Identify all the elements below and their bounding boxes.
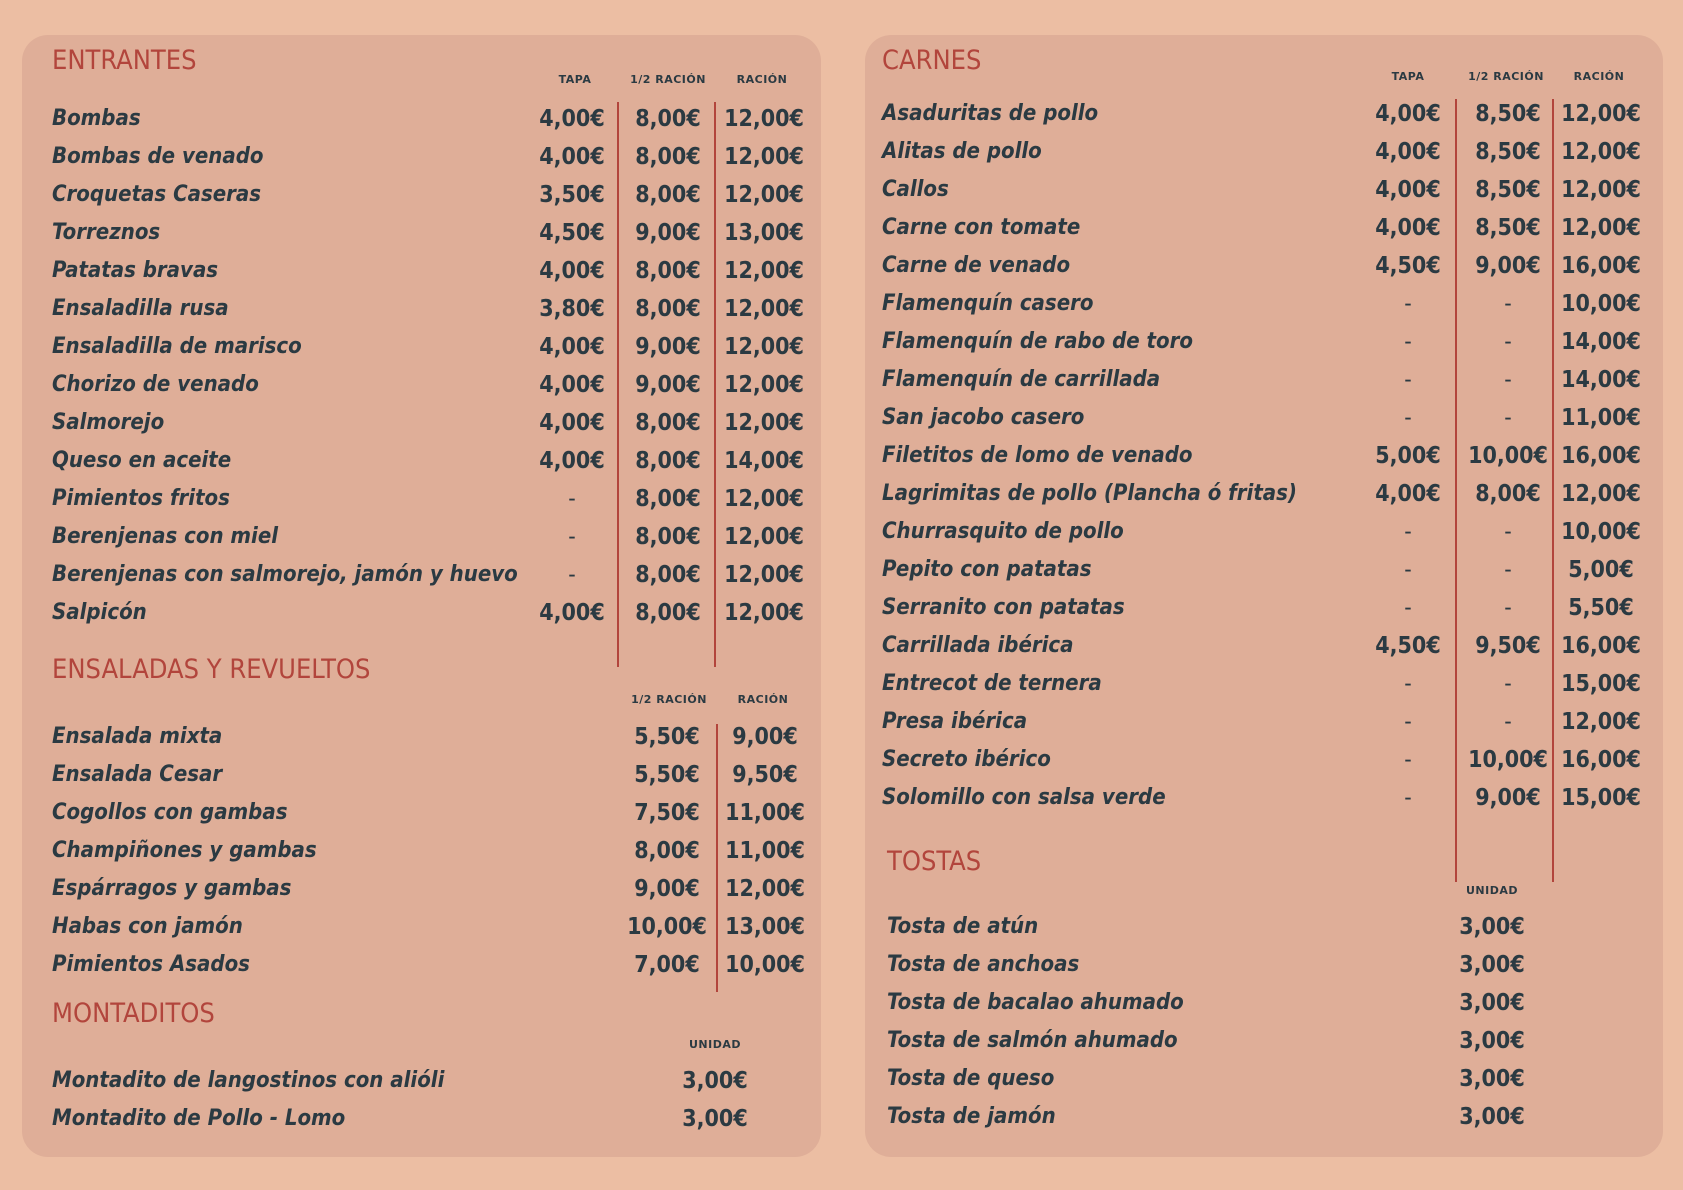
column-header-racion: RACIÓN [736,73,788,86]
item-name: Serranito con patatas [882,595,1125,620]
item-name: Tosta de anchoas [887,952,1080,977]
price-media-racion: 9,00€ [1475,785,1541,811]
price-racion: 12,00€ [724,144,804,170]
price-tapa: 3,80€ [539,296,605,322]
price-tapa: - [1404,557,1412,583]
entrantes-list [22,100,821,632]
price-media-racion: 8,00€ [634,838,700,864]
section-title: ENSALADAS Y REVUELTOS [52,654,371,685]
price-tapa: - [1404,595,1412,621]
menu-item [22,946,821,984]
section-title: TOSTAS [887,846,982,877]
menu-item [865,361,1663,399]
menu-item [865,946,1663,984]
price-tapa: - [1404,519,1412,545]
price-racion: 12,00€ [724,372,804,398]
price-racion: 13,00€ [724,220,804,246]
price-racion: 9,00€ [732,724,798,750]
price-unidad: 3,00€ [682,1106,748,1132]
menu-item [22,290,821,328]
price-racion: 12,00€ [724,562,804,588]
price-racion: 12,00€ [724,258,804,284]
menu-item [22,480,821,518]
price-racion: 15,00€ [1561,785,1641,811]
column-header-media-racion: 1/2 RACIÓN [1468,70,1544,83]
menu-item [22,138,821,176]
item-name: Ensaladilla rusa [52,296,229,321]
item-name: Habas con jamón [52,914,243,939]
menu-item [22,328,821,366]
price-tapa: 5,00€ [1375,443,1441,469]
price-media-racion: 7,50€ [634,800,700,826]
price-racion: 13,00€ [725,914,805,940]
menu-item [22,908,821,946]
price-tapa: 4,00€ [539,448,605,474]
price-media-racion: - [1504,709,1512,735]
price-tapa: - [1404,291,1412,317]
item-name: Carne con tomate [882,215,1081,240]
menu-item [865,323,1663,361]
price-racion: 12,00€ [1561,215,1641,241]
price-racion: 16,00€ [1561,633,1641,659]
price-media-racion: 8,00€ [635,486,701,512]
price-tapa: 4,00€ [1375,139,1441,165]
price-media-racion: 10,00€ [1468,443,1548,469]
item-name: Lagrimitas de pollo (Plancha ó fritas) [882,481,1297,506]
menu-item [865,1022,1663,1060]
price-racion: 12,00€ [725,876,805,902]
price-media-racion: 10,00€ [1468,747,1548,773]
menu-item [22,518,821,556]
price-racion: 5,50€ [1568,595,1634,621]
price-tapa: 4,00€ [539,258,605,284]
price-media-racion: - [1504,595,1512,621]
price-tapa: - [1404,329,1412,355]
price-racion: 12,00€ [724,296,804,322]
price-racion: 16,00€ [1561,443,1641,469]
price-media-racion: 8,00€ [635,182,701,208]
price-tapa: 4,00€ [539,144,605,170]
item-name: Pimientos fritos [52,486,230,511]
right-menu-panel [865,35,1663,1157]
menu-item [865,703,1663,741]
menu-item [865,475,1663,513]
price-unidad: 3,00€ [1459,1104,1525,1130]
menu-item [865,589,1663,627]
price-racion: 15,00€ [1561,671,1641,697]
menu-item [22,100,821,138]
price-media-racion: 8,50€ [1475,101,1541,127]
item-name: Carrillada ibérica [882,633,1074,658]
price-media-racion: 8,50€ [1475,139,1541,165]
menu-item [865,627,1663,665]
menu-item [865,247,1663,285]
menu-item [865,209,1663,247]
price-tapa: - [568,486,576,512]
price-racion: 10,00€ [1561,291,1641,317]
item-name: Flamenquín de rabo de toro [882,329,1193,354]
price-media-racion: 8,00€ [635,144,701,170]
price-racion: 16,00€ [1561,747,1641,773]
price-tapa: - [1404,709,1412,735]
price-tapa: 4,00€ [539,410,605,436]
item-name: Torreznos [52,220,161,245]
item-name: Tosta de queso [887,1066,1055,1091]
item-name: Bombas [52,106,141,131]
price-racion: 12,00€ [724,106,804,132]
price-tapa: 4,00€ [1375,177,1441,203]
price-media-racion: - [1504,405,1512,431]
price-media-racion: - [1504,557,1512,583]
item-name: Filetitos de lomo de venado [882,443,1193,468]
menu-item [22,870,821,908]
menu-item [22,1100,821,1138]
price-racion: 12,00€ [1561,139,1641,165]
item-name: Montadito de Pollo - Lomo [52,1106,346,1131]
price-racion: 11,00€ [1561,405,1641,431]
price-racion: 10,00€ [725,952,805,978]
menu-item [22,214,821,252]
price-racion: 14,00€ [1561,329,1641,355]
section-title: ENTRANTES [52,45,197,76]
item-name: Ensalada Cesar [52,762,223,787]
menu-item [22,1062,821,1100]
price-racion: 14,00€ [1561,367,1641,393]
price-tapa: 4,00€ [1375,481,1441,507]
menu-item [22,404,821,442]
item-name: Asaduritas de pollo [882,101,1099,126]
price-media-racion: 8,50€ [1475,215,1541,241]
menu-item [865,665,1663,703]
item-name: Cogollos con gambas [52,800,288,825]
price-media-racion: 5,50€ [634,724,700,750]
menu-item [22,366,821,404]
price-racion: 11,00€ [725,800,805,826]
price-racion: 10,00€ [1561,519,1641,545]
item-name: Ensalada mixta [52,724,223,749]
item-name: Champiñones y gambas [52,838,317,863]
item-name: Queso en aceite [52,448,232,473]
montaditos-list [22,1062,821,1138]
item-name: Croquetas Caseras [52,182,262,207]
price-racion: 9,50€ [732,762,798,788]
price-racion: 12,00€ [724,524,804,550]
price-media-racion: 9,00€ [634,876,700,902]
item-name: Presa ibérica [882,709,1028,734]
price-tapa: 3,50€ [539,182,605,208]
menu-item [22,832,821,870]
menu-item [865,741,1663,779]
item-name: Bombas de venado [52,144,264,169]
menu-item [865,95,1663,133]
item-name: Tosta de jamón [887,1104,1056,1129]
price-tapa: 4,00€ [539,334,605,360]
price-media-racion: - [1504,519,1512,545]
menu-item [865,133,1663,171]
column-header-tapa: TAPA [558,73,592,86]
item-name: Pimientos Asados [52,952,250,977]
menu-item [22,556,821,594]
menu-item [22,718,821,756]
price-racion: 5,00€ [1568,557,1634,583]
menu-item [865,551,1663,589]
column-header-media-racion: 1/2 RACIÓN [631,693,707,706]
price-tapa: 4,50€ [539,220,605,246]
price-media-racion: 9,00€ [635,334,701,360]
item-name: Tosta de salmón ahumado [887,1028,1178,1053]
price-media-racion: 8,00€ [635,410,701,436]
item-name: Ensaladilla de marisco [52,334,302,359]
item-name: Tosta de atún [887,914,1039,939]
price-media-racion: 8,00€ [635,600,701,626]
item-name: Carne de venado [882,253,1071,278]
menu-item [22,794,821,832]
item-name: Callos [882,177,949,202]
item-name: Alitas de pollo [882,139,1042,164]
price-media-racion: - [1504,367,1512,393]
price-unidad: 3,00€ [1459,1066,1525,1092]
item-name: Berenjenas con miel [52,524,279,549]
price-racion: 12,00€ [1561,177,1641,203]
section-title: CARNES [882,45,982,76]
price-media-racion: 9,50€ [1475,633,1541,659]
menu-item [865,1098,1663,1136]
price-tapa: 4,50€ [1375,633,1441,659]
price-media-racion: - [1504,671,1512,697]
tostas-list [865,908,1663,1136]
price-tapa: 4,50€ [1375,253,1441,279]
menu-item [22,176,821,214]
price-media-racion: 9,00€ [635,220,701,246]
item-name: San jacobo casero [882,405,1085,430]
column-header-unidad: UNIDAD [688,1038,741,1051]
price-media-racion: - [1504,329,1512,355]
price-racion: 12,00€ [1561,709,1641,735]
price-tapa: - [1404,367,1412,393]
price-racion: 12,00€ [1561,101,1641,127]
item-name: Solomillo con salsa verde [882,785,1166,810]
item-name: Flamenquín casero [882,291,1094,316]
item-name: Espárragos y gambas [52,876,292,901]
menu-item [865,779,1663,817]
price-racion: 11,00€ [725,838,805,864]
item-name: Pepito con patatas [882,557,1092,582]
column-header-media-racion: 1/2 RACIÓN [630,73,706,86]
menu-item [22,442,821,480]
item-name: Secreto ibérico [882,747,1051,772]
price-media-racion: 8,00€ [635,562,701,588]
price-media-racion: 9,00€ [635,372,701,398]
price-media-racion: 8,00€ [1475,481,1541,507]
item-name: Salmorejo [52,410,165,435]
price-media-racion: 7,00€ [634,952,700,978]
menu-item [865,399,1663,437]
price-tapa: 4,00€ [1375,215,1441,241]
menu-item [865,908,1663,946]
price-tapa: - [1404,747,1412,773]
price-tapa: - [568,524,576,550]
item-name: Chorizo de venado [52,372,259,397]
price-media-racion: 8,00€ [635,258,701,284]
price-racion: 12,00€ [724,600,804,626]
column-header-tapa: TAPA [1391,70,1425,83]
price-tapa: 4,00€ [539,600,605,626]
item-name: Montadito de langostinos con alióli [52,1068,445,1093]
price-racion: 12,00€ [724,334,804,360]
price-unidad: 3,00€ [682,1068,748,1094]
price-media-racion: 8,00€ [635,106,701,132]
price-tapa: 4,00€ [539,106,605,132]
column-header-racion: RACIÓN [737,693,789,706]
price-media-racion: 10,00€ [627,914,707,940]
menu-item [865,171,1663,209]
section-title: MONTADITOS [52,998,215,1029]
item-name: Patatas bravas [52,258,219,283]
price-unidad: 3,00€ [1459,990,1525,1016]
item-name: Tosta de bacalao ahumado [887,990,1184,1015]
price-tapa: - [1404,671,1412,697]
column-header-unidad: UNIDAD [1465,884,1518,897]
price-media-racion: 8,00€ [635,296,701,322]
price-tapa: - [568,562,576,588]
price-racion: 12,00€ [1561,481,1641,507]
menu-item [865,513,1663,551]
left-menu-panel [22,35,821,1157]
price-racion: 12,00€ [724,410,804,436]
price-racion: 12,00€ [724,182,804,208]
item-name: Churrasquito de pollo [882,519,1124,544]
price-media-racion: 8,00€ [635,524,701,550]
price-media-racion: 5,50€ [634,762,700,788]
menu-item [865,437,1663,475]
carnes-list [865,95,1663,817]
item-name: Salpicón [52,600,147,625]
price-media-racion: 8,00€ [635,448,701,474]
menu-item [22,594,821,632]
menu-item [865,285,1663,323]
menu-item [22,252,821,290]
price-tapa: - [1404,785,1412,811]
price-unidad: 3,00€ [1459,952,1525,978]
price-racion: 14,00€ [724,448,804,474]
item-name: Berenjenas con salmorejo, jamón y huevo [52,562,518,587]
price-unidad: 3,00€ [1459,1028,1525,1054]
price-racion: 16,00€ [1561,253,1641,279]
price-racion: 12,00€ [724,486,804,512]
item-name: Flamenquín de carrillada [882,367,1161,392]
price-media-racion: - [1504,291,1512,317]
column-header-racion: RACIÓN [1573,70,1625,83]
menu-item [22,756,821,794]
price-unidad: 3,00€ [1459,914,1525,940]
price-tapa: - [1404,405,1412,431]
price-tapa: 4,00€ [1375,101,1441,127]
ensaladas-list [22,718,821,984]
price-tapa: 4,00€ [539,372,605,398]
price-media-racion: 8,50€ [1475,177,1541,203]
price-media-racion: 9,00€ [1475,253,1541,279]
menu-item [865,1060,1663,1098]
menu-item [865,984,1663,1022]
item-name: Entrecot de ternera [882,671,1102,696]
